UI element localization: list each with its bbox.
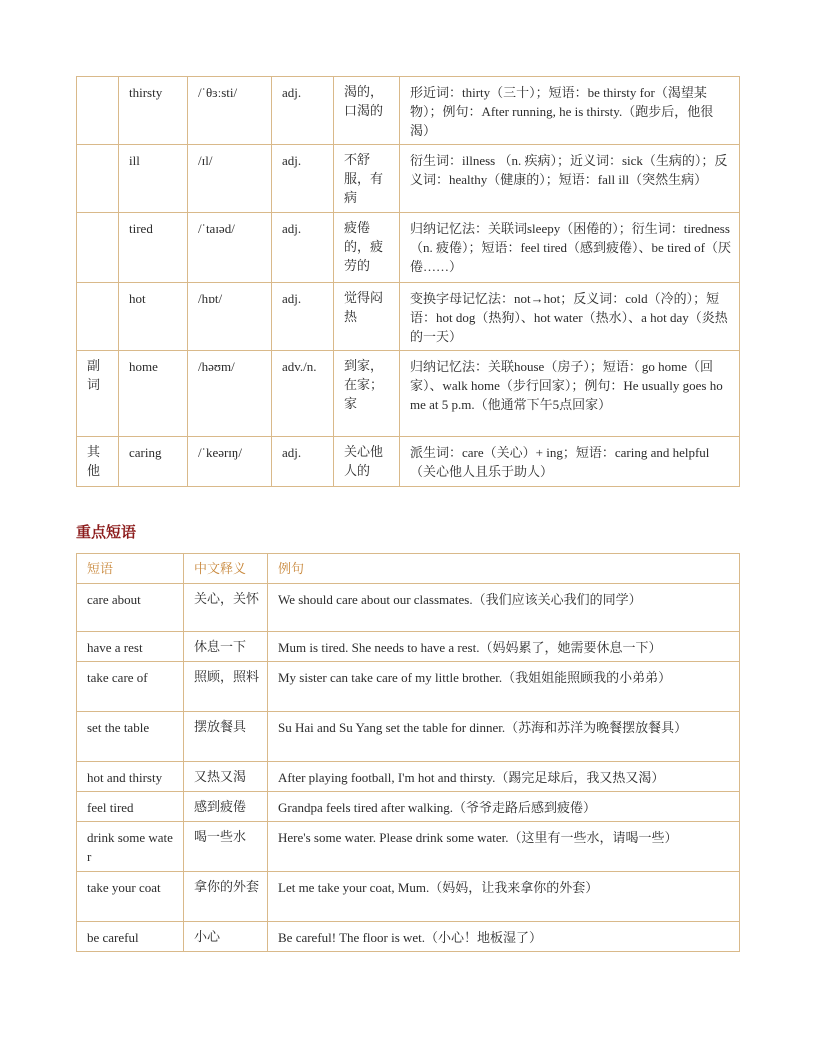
table-row bbox=[77, 662, 740, 712]
vocab-category: 其他 bbox=[77, 437, 119, 487]
vocab-word: thirsty bbox=[119, 77, 188, 145]
vocab-phonetic: /hɒt/ bbox=[188, 283, 272, 351]
vocab-category: 副词 bbox=[77, 351, 119, 437]
phrase-meaning: 摆放餐具 bbox=[184, 712, 268, 762]
vocab-note: 归纳记忆法：关联house（房子）；短语：go home（回家）、walk home（步行回家）；例句：He usually goes home at 5 p.m.（他通常下午5点回家） bbox=[400, 351, 740, 437]
vocab-note: 衍生词：illness （n. 疾病）；近义词：sick（生病的）；反义词：healthy（健康的）；短语：fall ill（突然生病） bbox=[400, 145, 740, 213]
table-row bbox=[77, 822, 740, 872]
key-phrases-table bbox=[76, 553, 740, 952]
vocab-part-of-speech: adj. bbox=[272, 437, 334, 487]
vocabulary-table bbox=[76, 76, 740, 487]
table-row bbox=[77, 283, 740, 351]
phrase-meaning: 小心 bbox=[184, 922, 268, 952]
vocab-phonetic: /ˈtaɪəd/ bbox=[188, 213, 272, 283]
vocab-meaning: 渴的，口渴的 bbox=[334, 77, 400, 145]
table-row bbox=[77, 632, 740, 662]
vocab-word: ill bbox=[119, 145, 188, 213]
phrase-meaning: 喝一些水 bbox=[184, 822, 268, 872]
phrase-example: After playing football, I'm hot and thirsty.（踢完足球后，我又热又渴） bbox=[268, 762, 740, 792]
table-row bbox=[77, 351, 740, 437]
phrase-meaning: 又热又渴 bbox=[184, 762, 268, 792]
phrase-meaning: 照顾，照料 bbox=[184, 662, 268, 712]
phrase-example: Let me take your coat, Mum.（妈妈，让我来拿你的外套） bbox=[268, 872, 740, 922]
phrase-header-row bbox=[77, 554, 740, 584]
vocab-note: 派生词：care（关心）+ ing；短语：caring and helpful（关心他人且乐于助人） bbox=[400, 437, 740, 487]
table-row bbox=[77, 213, 740, 283]
vocab-word: tired bbox=[119, 213, 188, 283]
phrase-text: take care of bbox=[77, 662, 184, 712]
vocab-part-of-speech: adj. bbox=[272, 213, 334, 283]
header-example: 例句 bbox=[268, 554, 740, 584]
phrase-text: take your coat bbox=[77, 872, 184, 922]
vocab-phonetic: /ɪl/ bbox=[188, 145, 272, 213]
phrase-meaning: 拿你的外套 bbox=[184, 872, 268, 922]
header-phrase: 短语 bbox=[77, 554, 184, 584]
vocab-phonetic: /ˈkeərɪŋ/ bbox=[188, 437, 272, 487]
phrase-meaning: 关心，关怀 bbox=[184, 584, 268, 632]
vocab-part-of-speech: adj. bbox=[272, 77, 334, 145]
phrase-example: Be careful! The floor is wet.（小心！地板湿了） bbox=[268, 922, 740, 952]
vocab-word: caring bbox=[119, 437, 188, 487]
table-row bbox=[77, 437, 740, 487]
table-row bbox=[77, 762, 740, 792]
phrase-text: hot and thirsty bbox=[77, 762, 184, 792]
vocab-meaning: 到家，在家；家 bbox=[334, 351, 400, 437]
vocab-meaning: 不舒服，有病 bbox=[334, 145, 400, 213]
phrase-example: We should care about our classmates.（我们应该关心我们的同学） bbox=[268, 584, 740, 632]
table-row bbox=[77, 872, 740, 922]
vocab-note: 归纳记忆法：关联词sleepy（困倦的）；衍生词：tiredness（n. 疲倦）；短语：feel tired（感到疲倦）、be tired of（厌倦……） bbox=[400, 213, 740, 283]
phrase-text: care about bbox=[77, 584, 184, 632]
vocab-meaning: 关心他人的 bbox=[334, 437, 400, 487]
table-row bbox=[77, 792, 740, 822]
vocab-note: 变换字母记忆法：not→hot；反义词：cold（冷的）；短语：hot dog（热狗）、hot water（热水）、a hot day（炎热的一天） bbox=[400, 283, 740, 351]
header-meaning: 中文释义 bbox=[184, 554, 268, 584]
vocab-meaning: 疲倦的，疲劳的 bbox=[334, 213, 400, 283]
vocab-category bbox=[77, 283, 119, 351]
phrase-example: Su Hai and Su Yang set the table for dinner.（苏海和苏洋为晚餐摆放餐具） bbox=[268, 712, 740, 762]
vocab-phonetic: /həʊm/ bbox=[188, 351, 272, 437]
phrase-example: My sister can take care of my little brother.（我姐姐能照顾我的小弟弟） bbox=[268, 662, 740, 712]
vocab-meaning: 觉得闷热 bbox=[334, 283, 400, 351]
vocab-part-of-speech: adj. bbox=[272, 283, 334, 351]
table-row bbox=[77, 922, 740, 952]
section-title-key-phrases: 重点短语 bbox=[76, 523, 137, 541]
vocab-word: home bbox=[119, 351, 188, 437]
vocab-word: hot bbox=[119, 283, 188, 351]
phrase-text: be careful bbox=[77, 922, 184, 952]
phrase-text: drink some water bbox=[77, 822, 184, 872]
phrase-text: have a rest bbox=[77, 632, 184, 662]
phrase-meaning: 感到疲倦 bbox=[184, 792, 268, 822]
phrase-text: feel tired bbox=[77, 792, 184, 822]
table-row bbox=[77, 145, 740, 213]
vocab-category bbox=[77, 77, 119, 145]
vocab-category bbox=[77, 145, 119, 213]
phrase-meaning: 休息一下 bbox=[184, 632, 268, 662]
phrase-text: set the table bbox=[77, 712, 184, 762]
vocab-part-of-speech: adj. bbox=[272, 145, 334, 213]
vocab-part-of-speech: adv./n. bbox=[272, 351, 334, 437]
vocab-note: 形近词：thirty（三十）；短语：be thirsty for（渴望某物）；例句：After running, he is thirsty.（跑步后，他很渴） bbox=[400, 77, 740, 145]
table-row bbox=[77, 584, 740, 632]
phrase-example: Mum is tired. She needs to have a rest.（妈妈累了，她需要休息一下） bbox=[268, 632, 740, 662]
phrase-example: Here's some water. Please drink some water.（这里有一些水，请喝一些） bbox=[268, 822, 740, 872]
table-row bbox=[77, 712, 740, 762]
vocab-category bbox=[77, 213, 119, 283]
vocab-phonetic: /ˈθɜːsti/ bbox=[188, 77, 272, 145]
table-row bbox=[77, 77, 740, 145]
phrase-example: Grandpa feels tired after walking.（爷爷走路后感到疲倦） bbox=[268, 792, 740, 822]
